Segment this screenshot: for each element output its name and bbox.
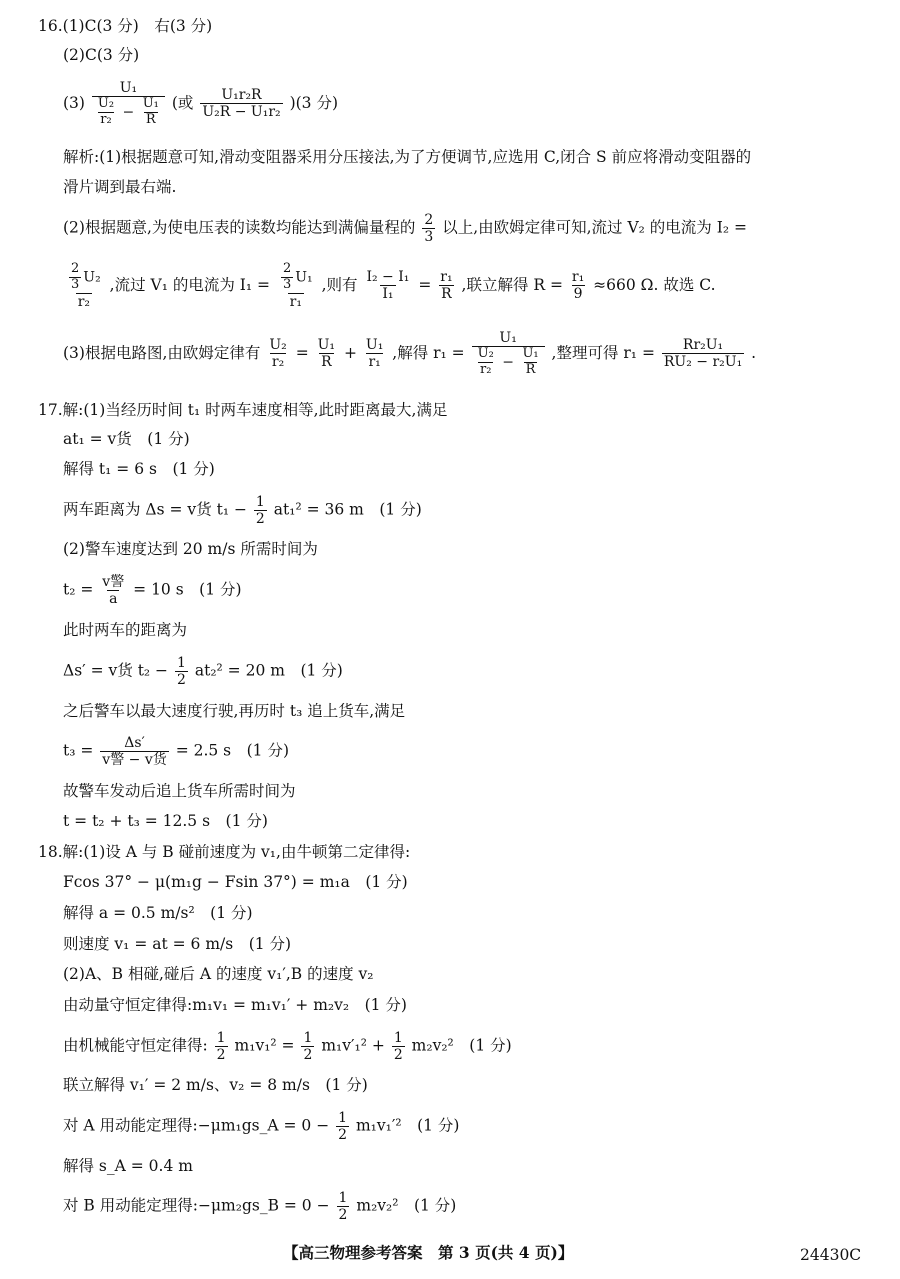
q17-line1: 17.解:(1)当经历时间 t₁ 时两车速度相等,此时距离最大,满足 bbox=[38, 401, 448, 419]
q17-line7: 此时两车的距离为 bbox=[63, 621, 188, 639]
q18-line7: 由机械能守恒定律得: $\frac{1}{2}$ m₁v₁² = $\frac{1}{2}$ m₁v′₁² + $\frac{1}{2}$ m₂v₂² (1 分) bbox=[63, 1030, 512, 1064]
fraction-I1: $\frac{2}{3}$ U₁ r₁ bbox=[282, 261, 313, 310]
q18-line10: 解得 s_A = 0.4 m bbox=[63, 1157, 193, 1175]
q17-line2: at₁ = v货 (1 分) bbox=[63, 430, 190, 448]
q17-line11: 故警车发动后追上货车所需时间为 bbox=[63, 782, 296, 800]
q16-line2: (2)C(3 分) bbox=[63, 46, 140, 64]
q16-explain-1a: 解析:(1)根据题意可知,滑动变阻器采用分压接法,为了方便调节,应选用 C,闭合 S 前应将滑动变阻器的 bbox=[63, 148, 752, 166]
q16-explain-3: (3)根据电路图,由欧姆定律有 $\frac{\text{U₂}}{\text{r₂}}$ = $\frac{\text{U₁}}{R}$ + $\frac{\text{U₁}}{\text{r₁}}$ ,解得 r₁ = U₁ $\frac{\text{U₂}}{\text{r₂}}$ − $\frac{\text{U₁}}{R}$ ,整理可得 r₁ = $\frac{\text{Rr₂U₁}}{\text{RU₂ − r₂U₁}}$ . bbox=[63, 330, 757, 378]
q18-line6: 由动量守恒定律得:m₁v₁ = m₁v₁′ + m₂v₂ (1 分) bbox=[63, 996, 407, 1014]
q18-line2: Fcos 37° − μ(m₁g − Fsin 37°) = m₁a (1 分) bbox=[63, 873, 408, 891]
q16-explain-2b: $\frac{2}{3}$ U₂ r₂ ,流过 V₁ 的电流为 I₁ = $\frac{2}{3}$ U₁ r₁ ,则有 $\frac{\text{I₂ − I₁}}{\text{I₁}}$ = $\frac{\text{r₁}}{R}$ ,联立解得 R = $\frac{\text{r₁}}{9}$ ≈660 Ω. 故选 C. bbox=[63, 262, 716, 310]
fraction-r1-alt: $\frac{\text{U₁r₂R}}{\text{U₂R − U₁r₂}}$ bbox=[202, 87, 281, 121]
q16-explain-2a: (2)根据题意,为使电压表的读数均能达到满偏量程的 $\frac{2}{3}$ 以上,由欧姆定律可知,流过 V₂ 的电流为 I₂ = bbox=[63, 212, 747, 246]
q18-line4: 则速度 v₁ = at = 6 m/s (1 分) bbox=[63, 935, 292, 953]
q16-line1: 16.(1)C(3 分) 右(3 分) bbox=[38, 17, 213, 35]
q17-line12: t = t₂ + t₃ = 12.5 s (1 分) bbox=[63, 812, 268, 830]
q18-line3: 解得 a = 0.5 m/s² (1 分) bbox=[63, 904, 253, 922]
q17-line6: t₂ = $\frac{\text{v警}}{a}$ = 10 s (1 分) bbox=[63, 574, 242, 608]
q17-line9: 之后警车以最大速度行驶,再历时 t₃ 追上货车,满足 bbox=[63, 702, 406, 720]
q17-line10: t₃ = $\frac{\Delta s'}{\text{v警 − v货}}$ = 2.5 s (1 分) bbox=[63, 735, 290, 769]
fraction-r1-formula: U₁ $\frac{\text{U₂}}{\text{r₂}}$ − $\frac{\text{U₁}}{R}$ bbox=[92, 80, 165, 128]
q17-line5: (2)警车速度达到 20 m/s 所需时间为 bbox=[63, 540, 318, 558]
q17-line8: Δs′ = v货 t₂ − $\frac{1}{2}$ at₂² = 20 m (1 分) bbox=[63, 655, 343, 689]
fraction-I2: $\frac{2}{3}$ U₂ r₂ bbox=[71, 261, 101, 310]
q18-line1: 18.解:(1)设 A 与 B 碰前速度为 v₁,由牛顿第二定律得: bbox=[38, 843, 411, 861]
document-code: 24430C bbox=[800, 1246, 862, 1264]
page-footer: 【高三物理参考答案 第 3 页(共 4 页)】 bbox=[283, 1243, 574, 1262]
q16-line3: (3) U₁ $\frac{\text{U₂}}{\text{r₂}}$ − $\frac{\text{U₁}}{R}$ (或 $\frac{\text{U₁r₂R}}{\text{U₂R − U₁r₂}}$ )(3 分) bbox=[63, 80, 339, 128]
q17-line4: 两车距离为 Δs = v货 t₁ − $\frac{1}{2}$ at₁² = 36 m (1 分) bbox=[63, 494, 422, 528]
q17-line3: 解得 t₁ = 6 s (1 分) bbox=[63, 460, 215, 478]
q16-explain-1b: 滑片调到最右端. bbox=[63, 178, 177, 196]
q18-line8: 联立解得 v₁′ = 2 m/s、v₂ = 8 m/s (1 分) bbox=[63, 1076, 368, 1094]
q18-line11: 对 B 用动能定理得:−μm₂gs_B = 0 − $\frac{1}{2}$ m₂v₂² (1 分) bbox=[63, 1190, 457, 1224]
q18-line9: 对 A 用动能定理得:−μm₁gs_A = 0 − $\frac{1}{2}$ m₁v₁′² (1 分) bbox=[63, 1110, 460, 1144]
q18-line5: (2)A、B 相碰,碰后 A 的速度 v₁′,B 的速度 v₂ bbox=[63, 965, 374, 983]
